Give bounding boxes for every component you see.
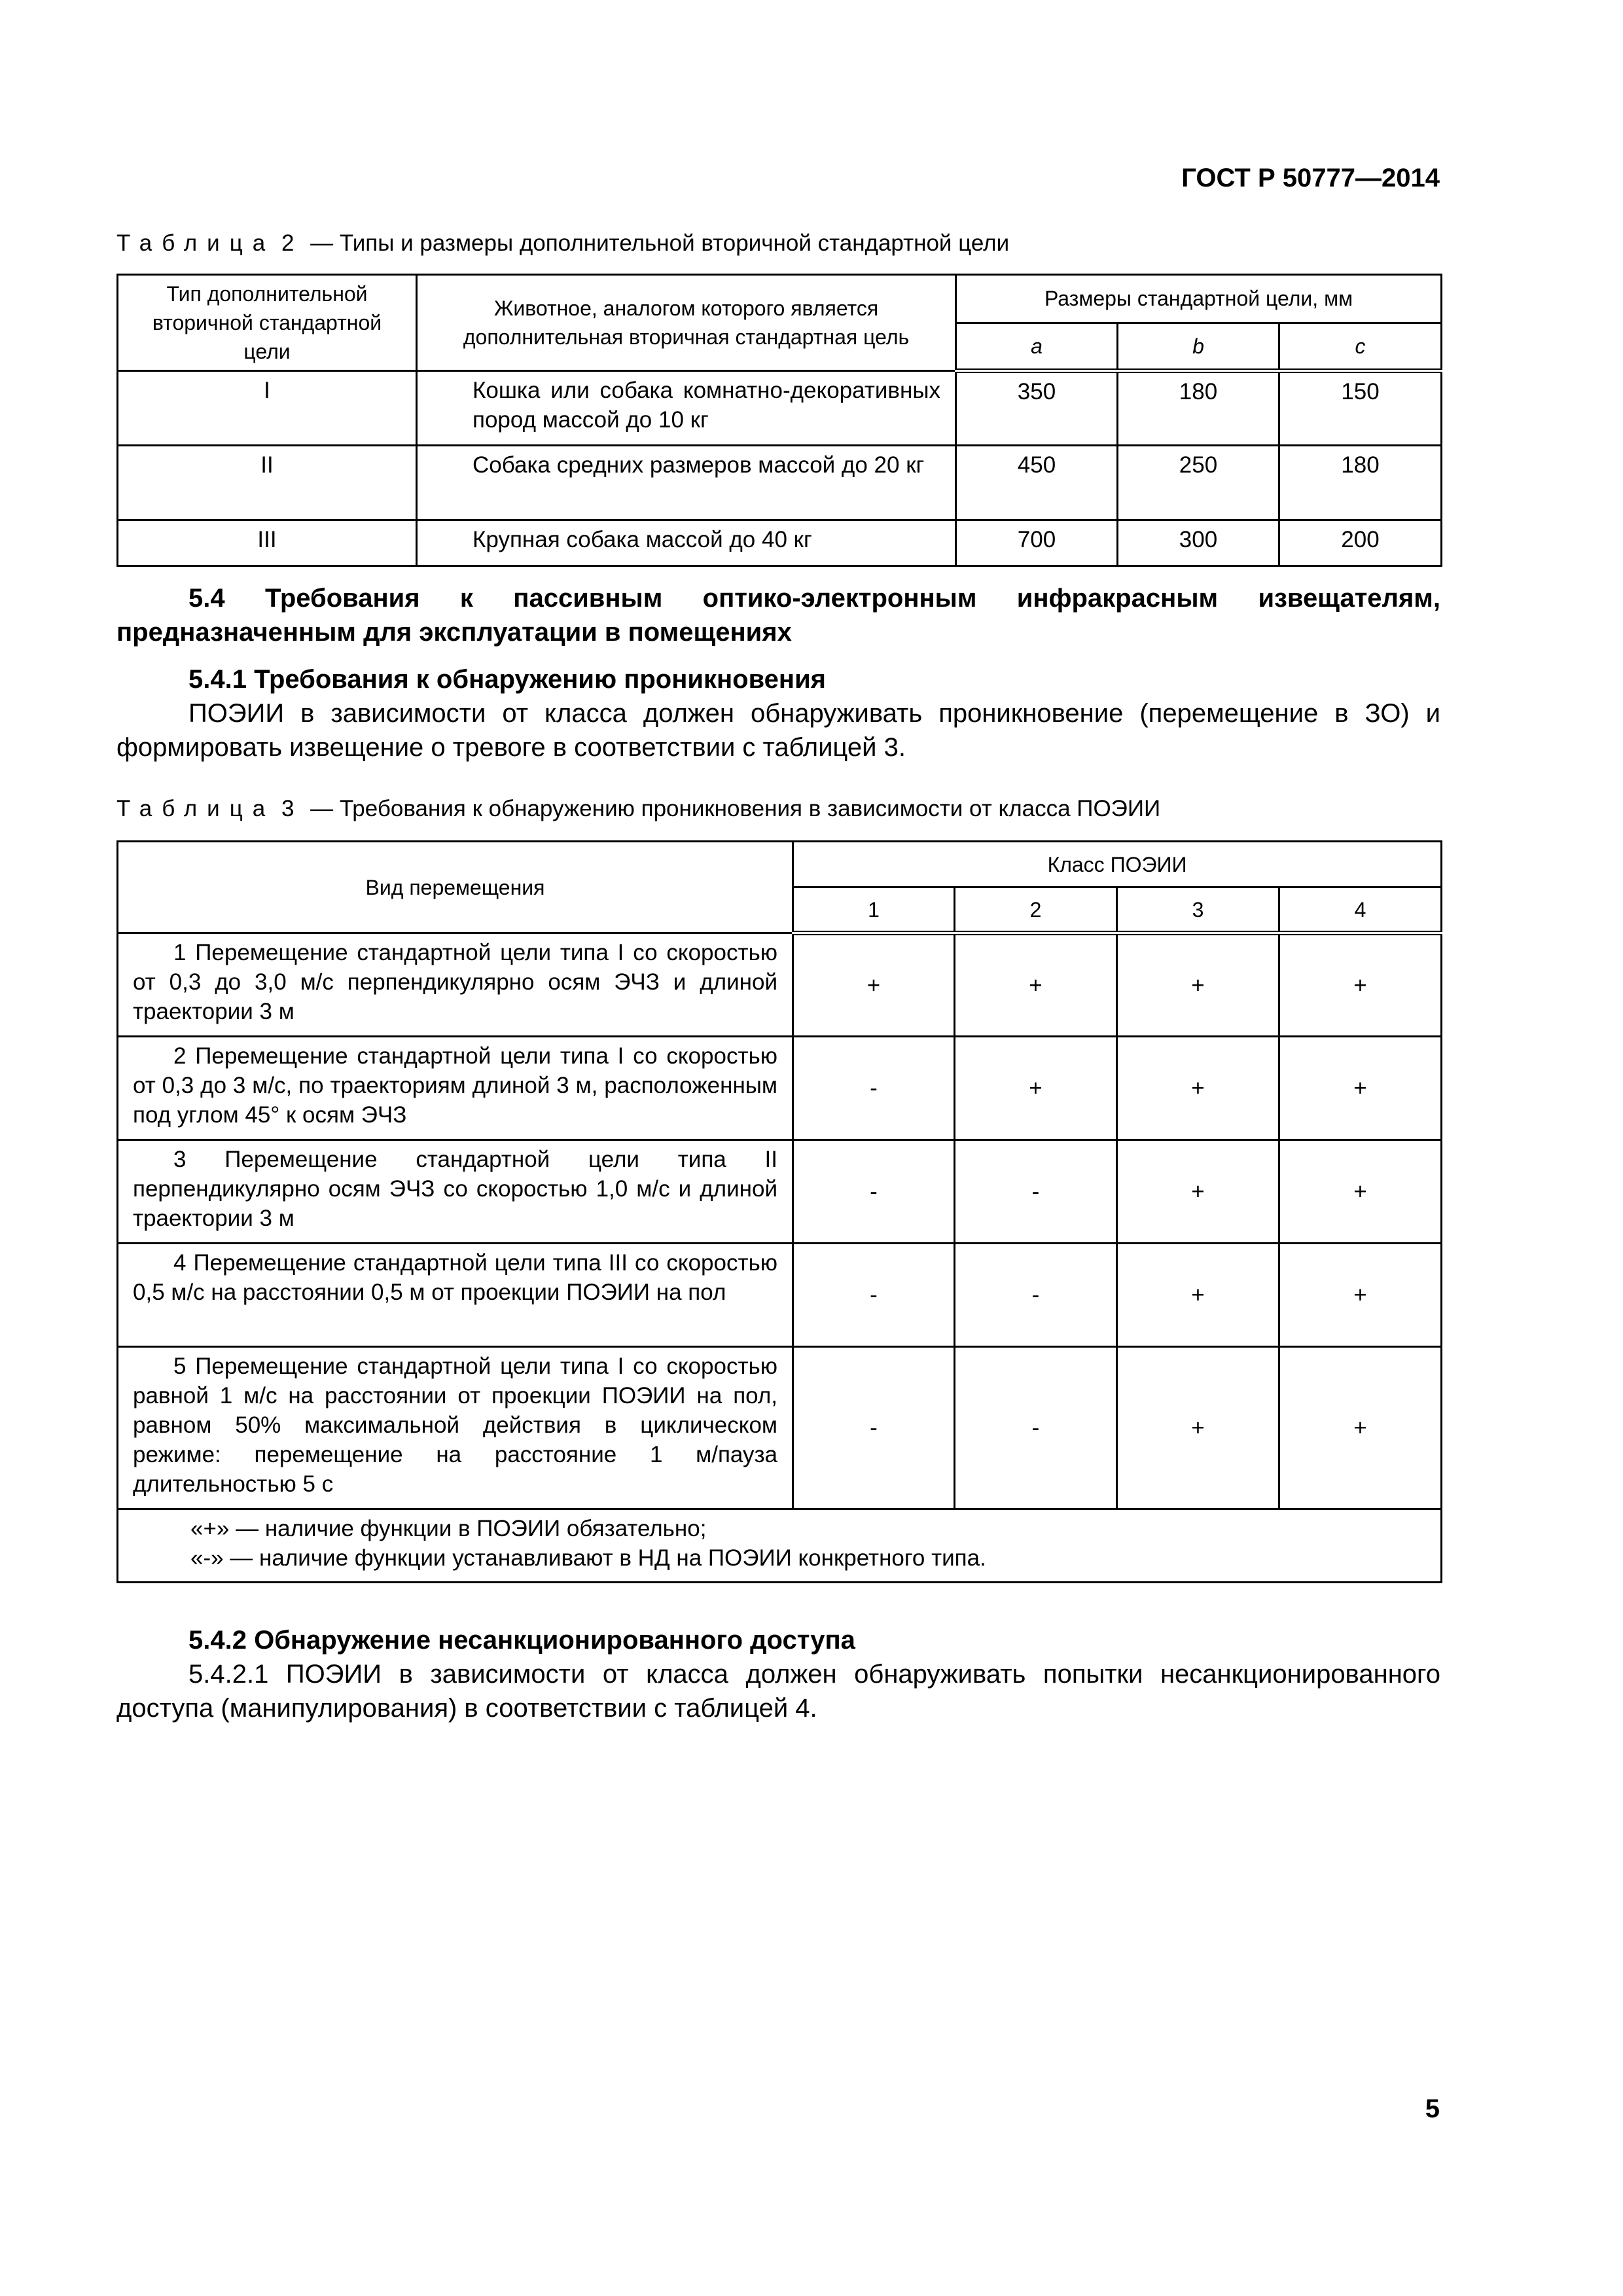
table3-cell-value: -	[793, 1140, 955, 1244]
table3-cell-value: +	[1279, 1347, 1442, 1509]
table3-cell-value: -	[793, 1037, 955, 1140]
table3-header-class-3: 3	[1117, 888, 1279, 933]
table2-header-animal: Животное, аналогом которого является дополнительная вторичная стандартная цель	[417, 275, 956, 371]
table2-cell-a: 450	[956, 446, 1118, 520]
table-row	[118, 371, 1442, 446]
table2-cell-b: 180	[1118, 371, 1279, 446]
table2-header-sizes: Размеры стандартной цели, мм	[956, 275, 1442, 323]
table-row	[118, 1347, 1442, 1509]
table2-header-b: b	[1118, 323, 1279, 371]
table3-cell-value: +	[955, 933, 1117, 1037]
table-row	[118, 446, 1442, 520]
section-5-4-1-text: ПОЭИИ в зависимости от класса должен обнаруживать проникновение (перемещение в ЗО) и формировать извещение о тревоге в соответствии с таблицей 3.	[116, 699, 1440, 762]
table-row	[118, 1140, 1442, 1244]
table3-notes	[118, 1509, 1442, 1583]
section-5-4-2-heading: 5.4.2 Обнаружение несанкционированного доступа	[188, 1626, 855, 1655]
section-5-4-heading: 5.4 Требования к пассивным оптико-электронным инфракрасным извещателям, предназначенным для эксплуатации в помещениях	[116, 584, 1440, 647]
table3-cell-value: -	[793, 1347, 955, 1509]
table3-caption-number: 3	[281, 796, 304, 821]
table3-cell-value: +	[1117, 1347, 1279, 1509]
section-5-4-2-1-text: 5.4.2.1 ПОЭИИ в зависимости от класса должен обнаруживать попытки несанкционированного доступа (манипулирования) в соответствии с таблицей 4.	[116, 1660, 1440, 1723]
table3-note-minus: «-» — наличие функции устанавливают в НД на ПОЭИИ конкретного типа.	[190, 1545, 986, 1571]
table-row	[118, 933, 1442, 1037]
table3-cell-value: +	[1117, 1037, 1279, 1140]
table2-cell-type: III	[118, 520, 417, 566]
table3-cell-move: 5 Перемещение стандартной цели типа I со скоростью равной 1 м/с на расстоянии от проекции ПОЭИИ на пол, равном 50% максимальной действия в циклическом режиме: перемещение на расстояние 1 м/пауза длительностью 5 с	[118, 1347, 793, 1509]
table2-caption-word: Таблица	[116, 230, 276, 256]
table2-cell-c: 180	[1279, 446, 1442, 520]
table2-cell-c: 150	[1279, 371, 1442, 446]
page-number: 5	[1425, 2094, 1440, 2123]
document-id: ГОСТ Р 50777—2014	[1181, 164, 1440, 192]
table3-cell-move: 4 Перемещение стандартной цели типа III со скоростью 0,5 м/с на расстоянии 0,5 м от проекции ПОЭИИ на пол	[118, 1244, 793, 1347]
table3-caption-text: — Требования к обнаружению проникновения в зависимости от класса ПОЭИИ	[304, 796, 1161, 821]
section-5-4-1-heading: 5.4.1 Требования к обнаружению проникновения	[188, 665, 827, 694]
table2-cell-a: 350	[956, 371, 1118, 446]
table3-cell-value: +	[1279, 933, 1442, 1037]
table3-cell-move: 1 Перемещение стандартной цели типа I со скоростью от 0,3 до 3,0 м/с перпендикулярно осям ЭЧЗ и длиной траектории 3 м	[118, 933, 793, 1037]
table3-cell-value: +	[1117, 1244, 1279, 1347]
table2-header-a: a	[956, 323, 1118, 371]
table2-cell-type: I	[118, 371, 417, 446]
table3-header-class-2: 2	[955, 888, 1117, 933]
table2-caption	[116, 230, 1009, 257]
table3-header-class-1: 1	[793, 888, 955, 933]
table3-cell-value: -	[955, 1244, 1117, 1347]
table2-cell-animal: Собака средних размеров массой до 20 кг	[417, 446, 956, 520]
table3-cell-move: 2 Перемещение стандартной цели типа I со скоростью от 0,3 до 3 м/с, по траекториям длиной 3 м, расположенным под углом 45° к осям ЭЧЗ	[118, 1037, 793, 1140]
table-row	[118, 1037, 1442, 1140]
table3-cell-value: -	[955, 1347, 1117, 1509]
table2-cell-a: 700	[956, 520, 1118, 566]
table3-cell-value: -	[793, 1244, 955, 1347]
table3-cell-move: 3 Перемещение стандартной цели типа II перпендикулярно осям ЭЧЗ со скоростью 1,0 м/с и длиной траектории 3 м	[118, 1140, 793, 1244]
table3-cell-value: +	[1279, 1037, 1442, 1140]
table2-cell-animal: Крупная собака массой до 40 кг	[417, 520, 956, 566]
table2	[116, 274, 1442, 567]
table2-caption-text: — Типы и размеры дополнительной вторичной стандартной цели	[304, 230, 1010, 256]
table3-cell-value: +	[1279, 1244, 1442, 1347]
table-row	[118, 1244, 1442, 1347]
table3-caption-word: Таблица	[116, 796, 276, 821]
table2-cell-animal: Кошка или собака комнатно-декоративных пород массой до 10 кг	[417, 371, 956, 446]
table2-header-type: Тип дополнительной вторичной стандартной цели	[118, 275, 417, 371]
table2-cell-c: 200	[1279, 520, 1442, 566]
table3-header-class-4: 4	[1279, 888, 1442, 933]
table3-cell-value: +	[955, 1037, 1117, 1140]
table3-cell-value: +	[1279, 1140, 1442, 1244]
table3-caption	[116, 796, 1160, 822]
table2-caption-number: 2	[281, 230, 304, 256]
table2-header-c: c	[1279, 323, 1442, 371]
table3-header-class: Класс ПОЭИИ	[793, 842, 1442, 888]
table-row	[118, 520, 1442, 566]
table2-cell-type: II	[118, 446, 417, 520]
table3-cell-value: +	[1117, 933, 1279, 1037]
table3-cell-value: +	[1117, 1140, 1279, 1244]
table2-cell-b: 250	[1118, 446, 1279, 520]
table3-header-move: Вид перемещения	[118, 842, 793, 933]
table3-notes-row	[118, 1509, 1442, 1583]
table3-cell-value: -	[955, 1140, 1117, 1244]
table3-cell-value: +	[793, 933, 955, 1037]
table3	[116, 840, 1442, 1583]
table2-cell-b: 300	[1118, 520, 1279, 566]
table3-note-plus: «+» — наличие функции в ПОЭИИ обязательно;	[190, 1516, 707, 1541]
